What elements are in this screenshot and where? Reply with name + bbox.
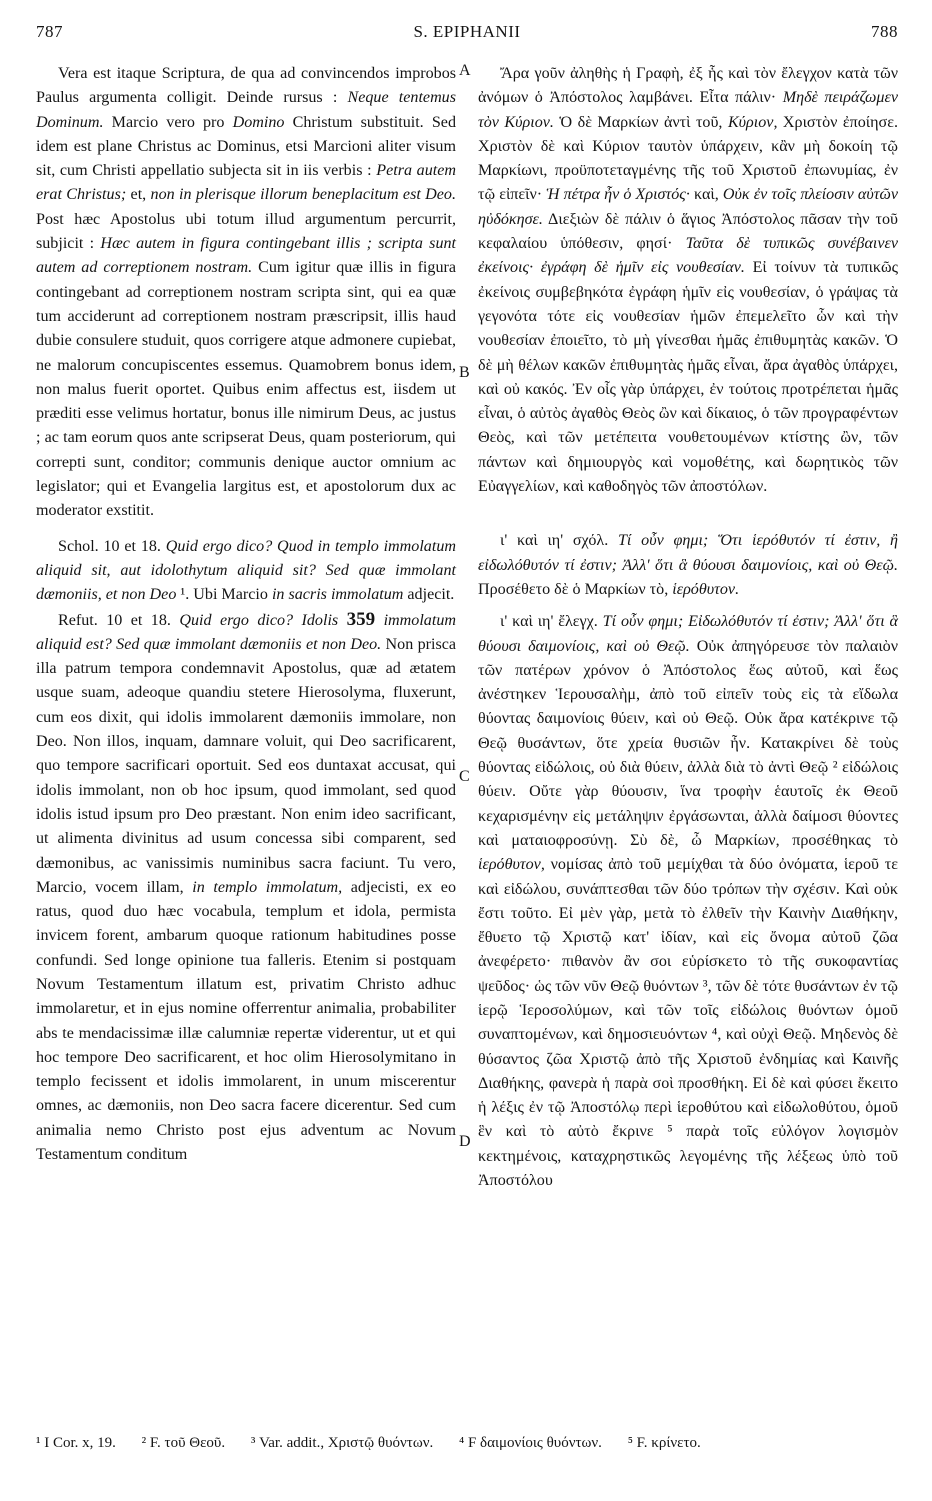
running-title: S. EPIPHANII: [413, 22, 521, 41]
margin-marker-d: D: [459, 1133, 471, 1150]
page-number-right: 788: [871, 22, 898, 41]
column-number: 359: [346, 608, 376, 630]
text-run: adjecit.: [403, 586, 455, 604]
greek-scholion: [478, 529, 898, 602]
text-run: Ἄρα γοῦν ἀληθὴς ἡ Γραφὴ, ἐξ ἧς καὶ τὸν ἔλεγχον κατὰ τῶν ἀνόμων ὁ Ἀπόστολος λαμβάνει. Εἶτα πάλιν·: [478, 65, 898, 107]
margin-marker-c: C: [459, 768, 470, 785]
scripture-quote: Τί οὖν φημι; Εἰδωλόθυτόν τί ἐστιν; Ἀλλ' ὅτι ἃ θύουσι δαιμονίοις, καὶ οὐ Θεῷ.: [478, 613, 898, 655]
text-run: Χριστὸν ἐποίησε. Χριστὸν δὲ καὶ Κύριον ταυτὸν ὑπάρχειν, κἂν μὴ δοκοίη τῷ Μαρκίωνι, προϋποτεταγμένης τῆς τοῦ Χριστοῦ ἐπωνυμίας, ἐν τῷ εἰπεῖν·: [478, 113, 898, 204]
footnote-3: ³ Var. addit., Χριστῷ θυόντων.: [250, 1435, 434, 1451]
text-run: Οὐκ ἀπηγόρευσε τὸν παλαιὸν τῶν πατέρων χρόνον ὁ Ἀπόστολος ἕως αὐτοῦ, καὶ ἕως ἀνέστηκεν Ἱερουσαλὴμ, ἀπὸ τοῦ εἰπεῖν τοὺς εἰς τὰ εἴδωλα θύοντας δαιμονίοις θύειν, καὶ οὐ Θεῷ. Οὐκ ἄρα κατέκρινε τῷ Θεῷ θυσάντων, ὅτε χρεία θυσιῶν ἦν. Κατακρίνει δὲ τοὺς θύοντας εἰδώλοις, οὐ διὰ θύειν, ἀλλὰ διὰ τὸ ἀντὶ Θεῷ ² εἰδώλοις θύειν. Οὔτε γὰρ θύουσιν, ἵνα τροφὴν ἑαυτοῖς ἐκ Θεοῦ κεχαρισμένην εἰς μετάληψιν ἐργάσωνται, ἀλλὰ δαίμοσι θύοντες καὶ ματαιοφροσύνῃ. Σὺ δὲ, ὦ Μαρκίων, προσέθηκας τὸ: [478, 637, 899, 849]
scripture-quote: ἱερόθυτον.: [672, 580, 740, 598]
footnote-4: ⁴ F δαιμονίοις θυόντων.: [458, 1435, 602, 1451]
scripture-quote: Μηδὲ πειράζωμεν τὸν Κύριον.: [478, 89, 898, 131]
scripture-quote: Τί οὖν φημι; Ὅτι ἱερόθυτόν τί ἐστιν, ἢ εἰδωλόθυτόν τί ἐστιν; Ἀλλ' ὅτι ἃ θύουσι δαιμονίοις, καὶ οὐ Θεῷ.: [478, 532, 899, 574]
scripture-quote: in templo immolatum,: [192, 878, 343, 896]
scripture-quote: Κύριον,: [727, 113, 778, 131]
footnote-1: ¹ I Cor. x, 19.: [36, 1435, 116, 1451]
margin-marker-a: A: [459, 62, 471, 79]
greek-column: [478, 62, 898, 1193]
text-run: Christum substituit. Sed idem est plane Christus ac Dominus, etsi Marcioni aliter visum sit, cum Christi appellatio subjecta sit in iis verbis :: [36, 113, 456, 180]
text-run: adjecisti, ex eo ratus, quod duo hæc vocabula, templum et idola, permista invicem forent, ambarum quoque rationum habitudines posse confundi. Sed longe opinione tua falleris. Etenim si postquam Novum Testamentum illatum est, privatim Christo adhuc immolaretur, et in ejus nomine offerrentur animalia, probabiliter abs te mendacissimæ illæ calumniæ repertæ viderentur, ut et qui hoc tempore Deo sacrificarent, et hoc olim Hierosolymitano in templo fecissent et idolis immolarent, in unum miscerentur omnes, ac dæmoniis, non Deo sacra facere dicerentur. Sed cum animalia nemo Christo post ejus adventum ac Novum Testamentum conditum: [36, 878, 456, 1164]
scripture-quote: Οὐκ ἐν τοῖς πλείοσιν αὐτῶν ηὐδόκησε.: [478, 186, 899, 228]
scripture-quote: Quid ergo dico? Quod in templo immolatum aliquid sit, aut idolothytum aliquid sit? Sed quæ immolant dæmoniis, et non Deo: [36, 537, 456, 604]
text-run: Cum igitur quæ illis in figura contingebant ad correptionem nostram scripta sint, qui ea quæ tum acciderunt ad correptionem nostram præscripsit, illis haud dubie consulere studuit, quos corrigere atque admonere cupiebat, ne malorum concupiscentes essemus. Quamobrem bonus idem, non malus fuerit oportet. Quibus enim affectus est, iisdem ut præditi esse velimus hortatur, bonus ille nimirum Deus, ac justus ; ac tam eorum quos ante scripserat Deus, quam posteriorum, qui correpti sunt, conditor; communis denique auctor omnium ac legislator; qui et Evangelia largitus est, et apostolorum dux ac moderator exstitit.: [36, 259, 457, 520]
scripture-quote: ἱερόθυτον,: [478, 856, 545, 874]
footnote-2: ² F. τοῦ Θεοῦ.: [141, 1435, 226, 1451]
text-run: Διεξιὼν δὲ πάλιν ὁ ἅγιος Ἀπόστολος πᾶσαν τὴν τοῦ κεφαλαίου ὑπόθεσιν, φησί·: [478, 210, 898, 253]
margin-marker-b: B: [459, 364, 470, 381]
scripture-quote: Quid ergo dico? Idolis: [179, 611, 347, 629]
latin-refutation: [36, 608, 456, 1168]
scripture-quote: Petra autem erat Christus;: [36, 162, 457, 204]
scripture-quote: Neque tentemus Dominum.: [36, 89, 456, 131]
text-run: Post hæc Apostolus ubi totum illud argumentum percurrit, subjicit :: [36, 210, 456, 253]
refutation-label: ι' καὶ ιη' ἔλεγχ.: [500, 613, 603, 631]
text-run: ¹. Ubi Marcio: [176, 586, 272, 604]
footnote-5: ⁵ F. κρίνετο.: [627, 1435, 701, 1451]
scholion-label: ι' καὶ ιη' σχόλ.: [500, 532, 618, 550]
text-run: καὶ,: [689, 186, 723, 204]
greek-refutation: [478, 610, 898, 1193]
text-run: Vera est itaque Scriptura, de qua ad convincendos improbos Paulus argumenta colligit. Deinde rursus :: [36, 65, 456, 107]
latin-paragraph-1: [36, 62, 456, 524]
refutation-label: Refut. 10 et 18.: [58, 611, 180, 629]
scripture-quote: Hæc autem in figura contingebant illis ; scripta sunt autem ad correptionem nostram.: [36, 235, 457, 277]
scripture-quote: Ἡ πέτρα ἦν ὁ Χριστός·: [546, 186, 690, 204]
text-run: Προσέθετο δὲ ὁ Μαρκίων τὸ,: [478, 580, 673, 598]
greek-paragraph-1: [478, 62, 898, 499]
latin-scholion: [36, 535, 456, 608]
scripture-quote: in sacris immolatum: [271, 586, 404, 604]
scripture-quote: Domino: [232, 113, 285, 131]
text-run: Ὁ δὲ Μαρκίων ἀντὶ τοῦ,: [553, 113, 728, 131]
latin-column: [36, 62, 456, 1167]
text-run: et,: [126, 186, 151, 204]
page-header: [36, 22, 898, 48]
scholion-label: Schol. 10 et 18.: [58, 537, 166, 555]
footnotes: [36, 1432, 898, 1454]
text-run: Non prisca illa patrum tempora condemnavit Apostolus, quæ ad ætatem usque suam, adeoque quandiu stetere Hierosolyma, fluxerunt, cum eos dixit, qui idolis immolarent dæmoniis immolare, non Deo. Non illos, inquam, damnare voluit, qui Deo sacrificarent, quo tempore sacrificari oportuit. Sed eos duntaxat accusat, qui idolis immolant, non ob hoc ipsum, quod immolant, sed quod idolis istud ipsum pro Deo præstant. Non enim ideo sacrificant, ut alimenta divinitus ad usum concessa sibi comparent, sed dæmonibus, ac vanissimis numinibus sacra faciunt. Tu vero, Marcio, vocem illam,: [36, 635, 456, 896]
text-run: Εἰ τοίνυν τὰ τυπικῶς ἐκείνοις συμβεβηκότα ἐγράφη ἡμῖν εἰς νουθεσίαν, ὁ γράψας τὰ γεγονότα τότε εἰς νουθεσίαν ἡμῶν ἐπεμελεῖτο ὧν καὶ τὴν νουθεσίαν ἐποιεῖτο, τὸ μὴ γίνεσθαι ἡμᾶς ἐπιθυμητὰς κακῶν. Ὁ δὲ μὴ θέλων κακῶν ἐπιθυμητὰς ἡμᾶς εἶναι, ἄρα ἀγαθὸς ὑπάρχει, καὶ οὐ κακός. Ἐν οἷς γὰρ ὑπάρχει, ἐν τούτοις προτρέπεται ἡμᾶς εἶναι, ὁ αὐτὸς ἀγαθὸς Θεὸς ὢν καὶ δίκαιος, ὁ τῶν προγραφέντων Θεὸς, καὶ τῶν μετέπειτα νουθετουμένων κτίστης ὢν, τῶν πάντων καὶ δημιουργὸς καὶ νομοθέτης, καὶ δωρητικὸς τῶν Εὐαγγελίων, καὶ καθοδηγὸς τῶν ἀποστόλων.: [478, 259, 898, 496]
scripture-quote: non in plerisque illorum beneplacitum est Deo.: [150, 186, 456, 204]
text-run: Marcio vero pro: [103, 113, 233, 131]
text-run: νομίσας ἀπὸ τοῦ μεμίχθαι τὰ δύο ὀνόματα, ἱεροῦ τε καὶ εἰδώλου, συνάπτεσθαι τῶν δύο τρόπων τὴν σχέσιν. Καὶ οὐκ ἔστι τοῦτο. Εἰ μὲν γὰρ, μετὰ τὸ ἐλθεῖν τὴν Καινὴν Διαθήκην, ἔθυετο τῷ Χριστῷ κατ' ἰδίαν, καὶ εἰς ὄνομα αὐτοῦ ζῶα ἀνεφέρετο· πιθανὸν ἂν σοι εὑρίσκετο τὸ τῆς συκοφαντίας ψεῦδος· ὡς τῶν νῦν Θεῷ θυόντων ³, τῶν δὲ τότε θυσάντων ἐν τῷ ἱερῷ Ἱεροσολύμων, καὶ τῶν τοῖς εἰδώλοις θυόντων ὁμοῦ συναπτομένων, καὶ δημοσιευόντων ⁴, καὶ οὐχὶ Θεῷ. Μηδενὸς δὲ θύσαντος ζῶα Χριστῷ ἀπὸ τῆς Χριστοῦ ἐνδημίας καὶ Καινῆς Διαθήκης, φανερὰ ἡ παρὰ σοὶ προσθήκη. Εἰ δὲ καὶ φύσει ἔκειτο ἡ λέξις ἐν τῷ Ἀποστόλῳ περὶ ἱεροθύτου καὶ εἰδωλοθύτου, ὁμοῦ ἓν καὶ τὸ αὐτὸ ἔκρινε ⁵ παρὰ τοῖς εὐλόγον λογισμὸν κεκτημένοις, καταχρηστικῶς λεγομένης τῆς λέξεως ὑπὸ τοῦ Ἀποστόλου: [478, 856, 898, 1190]
scripture-quote: immolatum aliquid est? Sed quæ immolant dæmoniis et non Deo.: [36, 611, 456, 653]
page-number-left: 787: [36, 22, 63, 41]
scripture-quote: Ταῦτα δὲ τυπικῶς συνέβαινεν ἐκείνοις· ἐγράφη δὲ ἡμῖν εἰς νουθεσίαν.: [478, 235, 898, 277]
